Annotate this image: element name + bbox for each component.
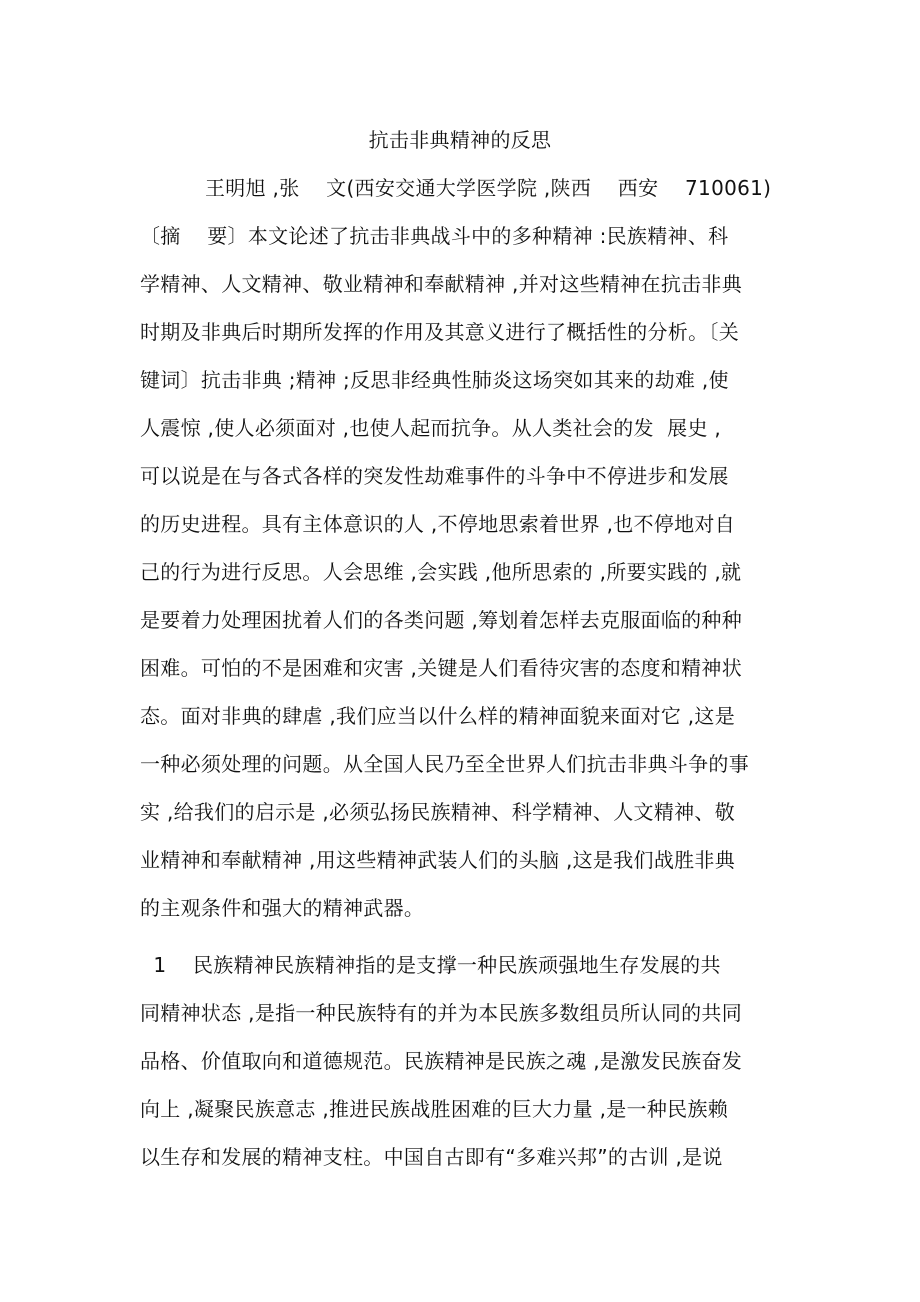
- author-line: 王明旭 ,张 文(西安交通大学医学院 ,陕西 西安 710061): [205, 176, 772, 200]
- text-line: 以生存和发展的精神支柱。中国自古即有“多难兴邦”的古训 ,是说: [140, 1145, 723, 1169]
- text-line: 同精神状态 ,是指一种民族特有的并为本民族多数组员所认同的共同: [140, 1001, 743, 1025]
- text-line: 向上 ,凝聚民族意志 ,推进民族战胜困难的巨大力量 ,是一种民族赖: [140, 1097, 729, 1121]
- text-line: 时期及非典后时期所发挥的作用及其意义进行了概括性的分析。〔关: [140, 320, 739, 344]
- document-title: 抗击非典精神的反思: [368, 128, 552, 152]
- text-line: 可以说是在与各式各样的突发性劫难事件的斗争中不停进步和发展: [140, 464, 729, 488]
- text-line: 1 民族精神民族精神指的是支撑一种民族顽强地生存发展的共: [140, 953, 721, 977]
- text-line: 人震惊 ,使人必须面对 ,也使人起而抗争。从人类社会的发 展史 ,: [140, 416, 722, 440]
- text-line: 键词〕抗击非典 ;精神 ;反思非经典性肺炎这场突如其来的劫难 ,使: [140, 368, 729, 392]
- text-line: 己的行为进行反思。人会思维 ,会实践 ,他所思索的 ,所要实践的 ,就: [140, 560, 742, 584]
- text-line: 实 ,给我们的启示是 ,必须弘扬民族精神、科学精神、人文精神、敬: [140, 800, 736, 824]
- text-line: 困难。可怕的不是困难和灾害 ,关键是人们看待灾害的态度和精神状: [140, 656, 743, 680]
- text-line: 业精神和奉献精神 ,用这些精神武装人们的头脑 ,这是我们战胜非典: [140, 848, 736, 872]
- text-line: 〔摘 要〕本文论述了抗击非典战斗中的多种精神 :民族精神、科: [140, 224, 729, 248]
- text-line: 的历史进程。具有主体意识的人 ,不停地思索着世界 ,也不停地对自: [140, 512, 736, 536]
- text-line: 品格、价值取向和道德规范。民族精神是民族之魂 ,是激发民族奋发: [140, 1049, 743, 1073]
- text-line: 态。面对非典的肆虐 ,我们应当以什么样的精神面貌来面对它 ,这是: [140, 704, 736, 728]
- text-line: 的主观条件和强大的精神武器。: [140, 896, 425, 920]
- text-line: 一种必须处理的问题。从全国人民乃至全世界人们抗击非典斗争的事: [140, 752, 749, 776]
- text-line: 学精神、人文精神、敬业精神和奉献精神 ,并对这些精神在抗击非典: [140, 272, 743, 296]
- text-line: 是要着力处理困扰着人们的各类问题 ,筹划着怎样去克服面临的种种: [140, 608, 743, 632]
